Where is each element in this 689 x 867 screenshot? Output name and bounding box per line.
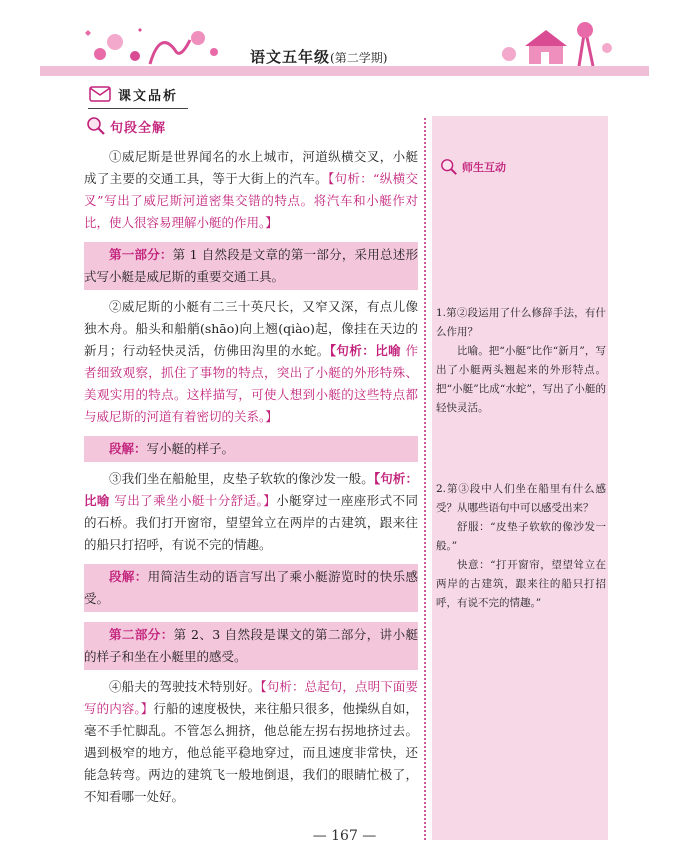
- question-1: [436, 304, 606, 418]
- paragraph-4: [84, 676, 418, 808]
- book-title: [250, 46, 387, 67]
- paragraph-3-summary-text: 用简洁生动的语言写出了乘小艇游览时的快乐感受。: [84, 569, 418, 606]
- subsection-title: 句段全解: [110, 120, 167, 136]
- house-decoration-icon: [489, 20, 619, 72]
- question-2: [436, 480, 606, 613]
- paragraph-2-summary-label: 段解：: [109, 441, 147, 456]
- paragraph-3-text-b: 小艇穿过一座座形式不同的石桥。我们打开窗帘，望望耸立在两岸的古建筑，跟来往的船只打招呼，有说不完的情趣。: [84, 493, 418, 552]
- paragraph-2-annotation: 作者细致观察，抓住了事物的特点，突出了小艇的外形特殊、美观实用的特点。这样描写，可使人想到小艇的这些特点都与威尼斯的河道有着密切的关系。】: [84, 343, 418, 424]
- paragraph-2-summary-text: 写小艇的样子。: [146, 441, 235, 456]
- page-header: [40, 20, 649, 78]
- question-1-text: 1.第②段运用了什么修辞手法，有什么作用？: [436, 307, 606, 338]
- part-two-label: 第二部分：: [109, 627, 174, 642]
- part-one-summary: [84, 242, 418, 290]
- paragraph-1-text: ①威尼斯是世界闻名的水上城市，河道纵横交叉，小艇成了主要的交通工具，等于大街上的汽车。: [84, 149, 418, 186]
- subsection-heading: [86, 116, 166, 136]
- section-underline: [88, 108, 188, 109]
- paragraph-4-text-b: 行船的速度极快，来往船只很多，他操纵自如，毫不手忙脚乱。不管怎么拥挤，他总能左拐右拐地挤过去。遇到极窄的地方，他总能平稳地穿过，而且速度非常快，还能急转弯。两边的建筑飞一般地倒退，我们的眼睛忙极了，不知看哪一处好。: [84, 701, 418, 804]
- question-2-text: 2.第③段中人们坐在船里有什么感受？从哪些语句中可以感受出来？: [436, 483, 606, 514]
- part-one-label: 第一部分：: [109, 247, 173, 262]
- interaction-sidebar: [432, 116, 608, 840]
- paragraph-3-text-a: ③我们坐在船舱里，皮垫子软软的像沙发一般。: [109, 471, 374, 486]
- book-title-term: (第二学期): [330, 51, 388, 65]
- paragraph-1: [84, 146, 418, 234]
- answer-2b-text: 快意：“打开窗帘，望望耸立在两岸的古建筑，跟来往的船只打招呼，有说不完的情趣。”: [436, 559, 606, 609]
- part-two-text: 第 2、3 自然段是课文的第二部分，讲小艇的样子和坐在小艇里的感受。: [84, 627, 418, 664]
- paragraph-2-summary: [84, 436, 418, 462]
- paragraph-3-summary: [84, 564, 418, 612]
- section-title: 课文品析: [118, 88, 179, 104]
- envelope-icon: [88, 84, 112, 104]
- magnifier-icon: [86, 116, 106, 136]
- paragraph-1-annotation: 【句析：“纵横交叉”写出了威尼斯河道密集交错的特点。将汽车和小艇作对比，使人很容易理解小艇的作用。】: [84, 171, 418, 230]
- sidebar-title: 师生互动: [462, 161, 506, 174]
- page-number: — 167 —: [312, 828, 377, 844]
- answer-2a-text: 舒服：“皮垫子软软的像沙发一般。”: [436, 521, 606, 552]
- magnifier-icon: [440, 158, 458, 176]
- part-one-text: 第 1 自然段是文章的第一部分，采用总述形式写小艇是威尼斯的重要交通工具。: [84, 247, 418, 284]
- paragraph-4-annotation: 【句析：总起句，点明下面要写的内容。】: [84, 679, 418, 716]
- section-heading: [88, 84, 178, 104]
- flower-decoration-icon: [80, 20, 230, 70]
- paragraph-3-annotation: 写出了乘坐小艇十分舒适。】: [109, 493, 277, 508]
- header-band: [40, 66, 649, 76]
- answer-1-text: 比喻。把“小艇”比作“新月”，写出了小艇两头翘起来的外形特点。把“小艇”比成“水蛇”，写出了小艇的轻快灵活。: [436, 345, 606, 414]
- paragraph-2-annotation-label: 【句析：比喻: [329, 343, 402, 358]
- paragraph-3-annotation-label: 【句析：比喻: [84, 471, 418, 508]
- analysis-column: [84, 146, 418, 808]
- paragraph-2: [84, 296, 418, 428]
- column-divider: [424, 118, 426, 840]
- book-title-main: 语文五年级: [250, 48, 331, 66]
- paragraph-2-text: ②威尼斯的小艇有二三十英尺长，又窄又深，有点儿像独木舟。船头和船艄(shāo)向上翘(qiào)起，像挂在天边的新月；行动轻快灵活，仿佛田沟里的水蛇。: [84, 299, 418, 358]
- paragraph-4-text-a: ④船夫的驾驶技术特别好。: [109, 679, 261, 694]
- paragraph-3: [84, 468, 418, 556]
- paragraph-3-summary-label: 段解：: [109, 569, 148, 584]
- sidebar-heading: [440, 158, 506, 176]
- part-two-summary: [84, 622, 418, 670]
